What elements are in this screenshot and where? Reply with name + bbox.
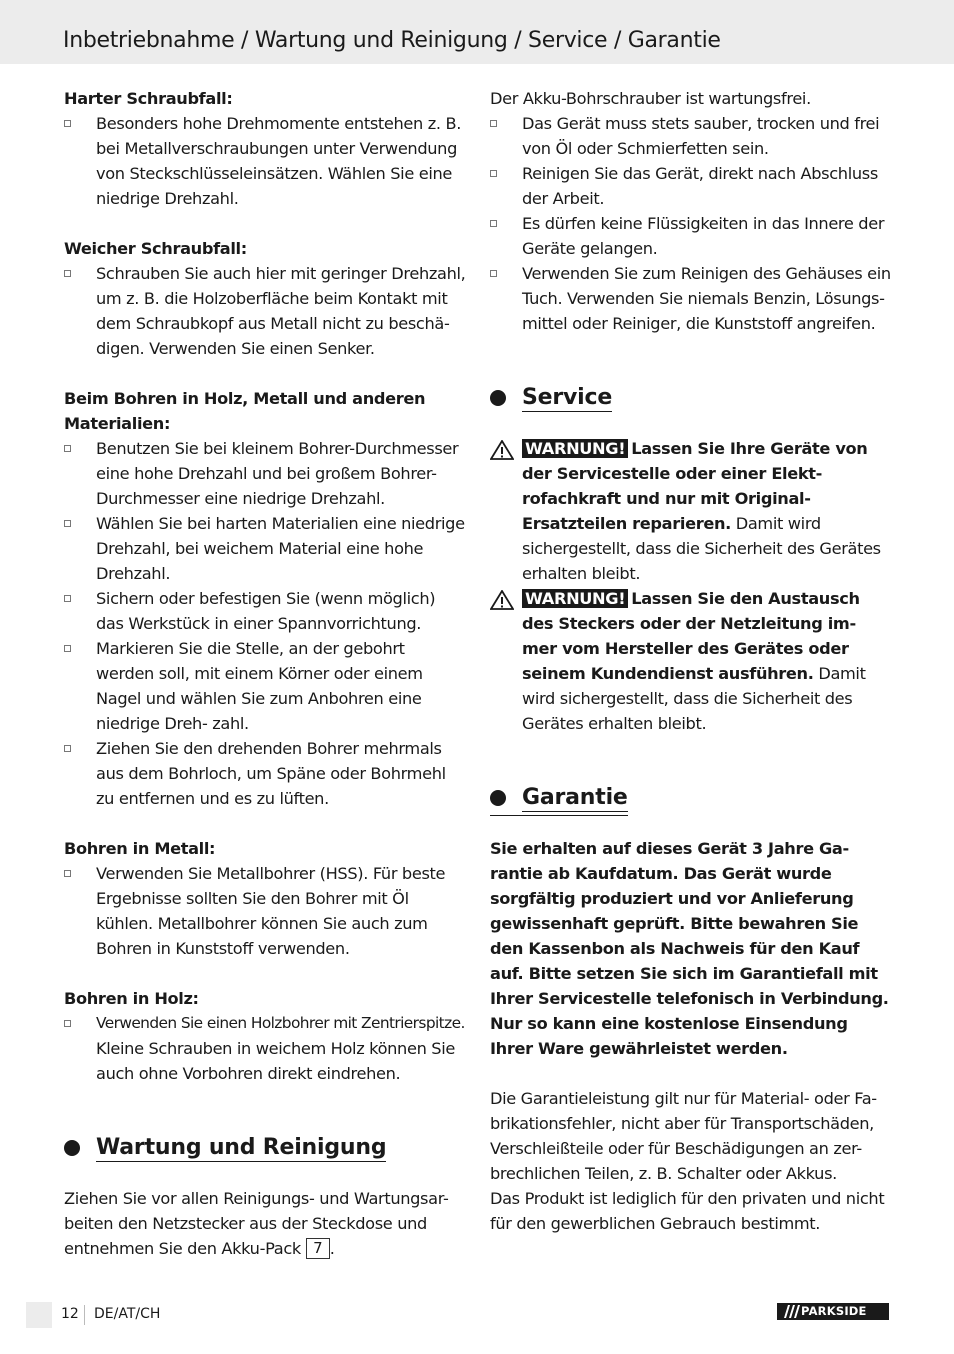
list-item bbox=[64, 586, 466, 636]
list-item bbox=[64, 261, 466, 361]
list-item-text: Benutzen Sie bei kleinem Bohrer-Durchmesser eine hohe Drehzahl und bei großem Bohrer- Durchmesser eine niedrige Drehzahl. bbox=[96, 439, 459, 508]
list-item bbox=[64, 636, 466, 736]
warning-label: WARNUNG! bbox=[522, 439, 628, 458]
region-code: DE/AT/CH bbox=[94, 1306, 161, 1322]
list-item-text: Ziehen Sie den drehenden Bohrer mehrmals aus dem Bohrloch, um Späne oder Bohrmehl zu entfernen und es zu lüften. bbox=[96, 739, 446, 808]
list-item bbox=[64, 111, 466, 211]
list-item-text: Kleine Schrauben in weichem Holz können Sie auch ohne Vorbohren direkt eindrehen. bbox=[96, 1039, 455, 1083]
maintenance-intro: Der Akku-Bohrschrauber ist wartungsfrei. bbox=[490, 89, 811, 108]
bullet-square-icon bbox=[64, 520, 71, 527]
list-item-text: Schrauben Sie auch hier mit geringer Drehzahl, um z. B. die Holzoberfläche beim Kontakt mit dem Schraubkopf aus Metall nicht zu beschä- digen. Verwenden Sie einen Senker. bbox=[96, 264, 466, 358]
soft-screw-heading: Weicher Schraubfall: bbox=[64, 239, 247, 258]
right-column bbox=[490, 86, 892, 1236]
logo-stripes-icon bbox=[781, 1303, 801, 1320]
footer-divider bbox=[84, 1305, 85, 1325]
drilling-heading: Beim Bohren in Holz, Metall und anderen Materialien: bbox=[64, 389, 426, 433]
bullet-square-icon bbox=[64, 595, 71, 602]
warning-label: WARNUNG! bbox=[522, 589, 628, 608]
list-item-text: Besonders hohe Drehmomente entstehen z. B. bei Metallverschraubungen unter Verwendung von Steckschlüsseleinsätzen. Wählen Sie eine niedrige Drehzahl. bbox=[96, 114, 462, 208]
bullet-square-icon bbox=[64, 745, 71, 752]
list-item bbox=[64, 436, 466, 511]
guarantee-text: Die Garantieleistung gilt nur für Material- oder Fa- brikationsfehler, nicht aber für Transportschäden, Verschleißteile oder für Beschädigungen an zer- brechlichen Teilen, z. B. Schalter oder Akkus. bbox=[490, 1089, 877, 1183]
page-title: Inbetriebnahme / Wartung und Reinigung / Service / Garantie bbox=[63, 28, 721, 53]
list-item-text: Wählen Sie bei harten Materialien eine niedrige Drehzahl, bei weichem Material eine hohe Drehzahl. bbox=[96, 514, 465, 583]
guarantee-text: Das Produkt ist lediglich für den privaten und nicht für den gewerblichen Gebrauch bestimmt. bbox=[490, 1189, 885, 1233]
list-item-text: Verwenden Sie zum Reinigen des Gehäuses ein Tuch. Verwenden Sie niemals Benzin, Lösungs- mittel oder Reiniger, die Kunststoff angreifen. bbox=[522, 264, 891, 333]
bullet-square-icon bbox=[64, 870, 71, 877]
footer-marker bbox=[26, 1302, 52, 1328]
warning-block: WARNUNG! Lassen Sie Ihre Geräte von der Servicestelle oder einer Elekt- rofachkraft und nur mit Original- Ersatzteilen reparieren. Damit wird sichergestellt, dass die Sicherheit des Gerätes erhalten bleibt. bbox=[490, 436, 892, 586]
list-item-text: Verwenden Sie Metallbohrer (HSS). Für beste Ergebnisse sollten Sie den Bohrer mit Öl kühlen. Metallbohrer können Sie auch zum Bohren in Kunststoff verwenden. bbox=[96, 864, 446, 958]
bullet-square-icon bbox=[64, 445, 71, 452]
logo-text: PARKSIDE bbox=[801, 1304, 867, 1318]
section-bullet-icon bbox=[490, 790, 506, 806]
list-item-text: Markieren Sie die Stelle, an der gebohrt werden soll, mit einem Körner oder einem Nagel und wählen Sie zum Anbohren eine niedrige Dreh- zahl. bbox=[96, 639, 423, 733]
bullet-square-icon bbox=[490, 220, 497, 227]
bullet-square-icon bbox=[64, 1020, 71, 1027]
list-item bbox=[490, 211, 892, 261]
list-item-text: Verwenden Sie einen Holzbohrer mit Zentrierspitze. bbox=[96, 1014, 465, 1032]
bullet-square-icon bbox=[490, 270, 497, 277]
section-bullet-icon bbox=[490, 390, 506, 406]
list-item-text: Sichern oder befestigen Sie (wenn möglich) das Werkstück in einer Spannvorrichtung. bbox=[96, 589, 436, 633]
bullet-square-icon bbox=[64, 270, 71, 277]
left-column bbox=[64, 86, 466, 1261]
guarantee-heading: Garantie bbox=[490, 783, 892, 813]
page-number: 12 bbox=[61, 1306, 79, 1322]
bullet-square-icon bbox=[490, 170, 497, 177]
list-item bbox=[64, 861, 466, 961]
maintenance-heading: Wartung und Reinigung bbox=[64, 1133, 466, 1163]
maintenance-text: Ziehen Sie vor allen Reinigungs- und Wartungsar- beiten den Netzstecker aus der Steckdose und entnehmen Sie den Akku-Pack 7 . bbox=[64, 1189, 449, 1258]
list-item bbox=[64, 511, 466, 586]
section-bullet-icon bbox=[64, 1140, 80, 1156]
list-item-text: Es dürfen keine Flüssigkeiten in das Innere der Geräte gelangen. bbox=[522, 214, 885, 258]
list-item-text: Reinigen Sie das Gerät, direkt nach Abschluss der Arbeit. bbox=[522, 164, 878, 208]
list-item bbox=[64, 736, 466, 811]
hard-screw-heading: Harter Schraubfall: bbox=[64, 89, 233, 108]
warning-triangle-icon bbox=[490, 440, 514, 460]
list-item bbox=[64, 1011, 466, 1086]
warning-block: WARNUNG! Lassen Sie den Austausch des Steckers oder der Netzleitung im- mer vom Hersteller des Gerätes oder seinem Kundendienst ausführen. Damit wird sichergestellt, dass die Sicherheit des Gerätes erhalten bleibt. bbox=[490, 586, 892, 736]
guarantee-bold-text: Sie erhalten auf dieses Gerät 3 Jahre Ga- rantie ab Kaufdatum. Das Gerät wurde sorgfältig produziert und vor Anlieferung gewissenhaft geprüft. Bitte bewahren Sie den Kassenbon als Nachweis für den Kauf auf. Bitte setzen Sie sich im Garantiefall mit Ihrer Servicestelle telefonisch in Verbindung. Nur so kann eine kostenlose Einsendung Ihrer Ware gewährleistet werden. bbox=[490, 839, 889, 1058]
warning-triangle-icon bbox=[490, 590, 514, 610]
bullet-square-icon bbox=[64, 120, 71, 127]
bullet-square-icon bbox=[64, 645, 71, 652]
metal-drilling-heading: Bohren in Metall: bbox=[64, 839, 216, 858]
wood-drilling-heading: Bohren in Holz: bbox=[64, 989, 199, 1008]
parkside-logo bbox=[777, 1303, 889, 1320]
part-reference: 7 bbox=[306, 1238, 330, 1259]
bullet-square-icon bbox=[490, 120, 497, 127]
list-item bbox=[490, 111, 892, 161]
list-item bbox=[490, 261, 892, 336]
list-item bbox=[490, 161, 892, 211]
service-heading: Service bbox=[490, 383, 892, 413]
list-item-text: Das Gerät muss stets sauber, trocken und frei von Öl oder Schmierfetten sein. bbox=[522, 114, 880, 158]
